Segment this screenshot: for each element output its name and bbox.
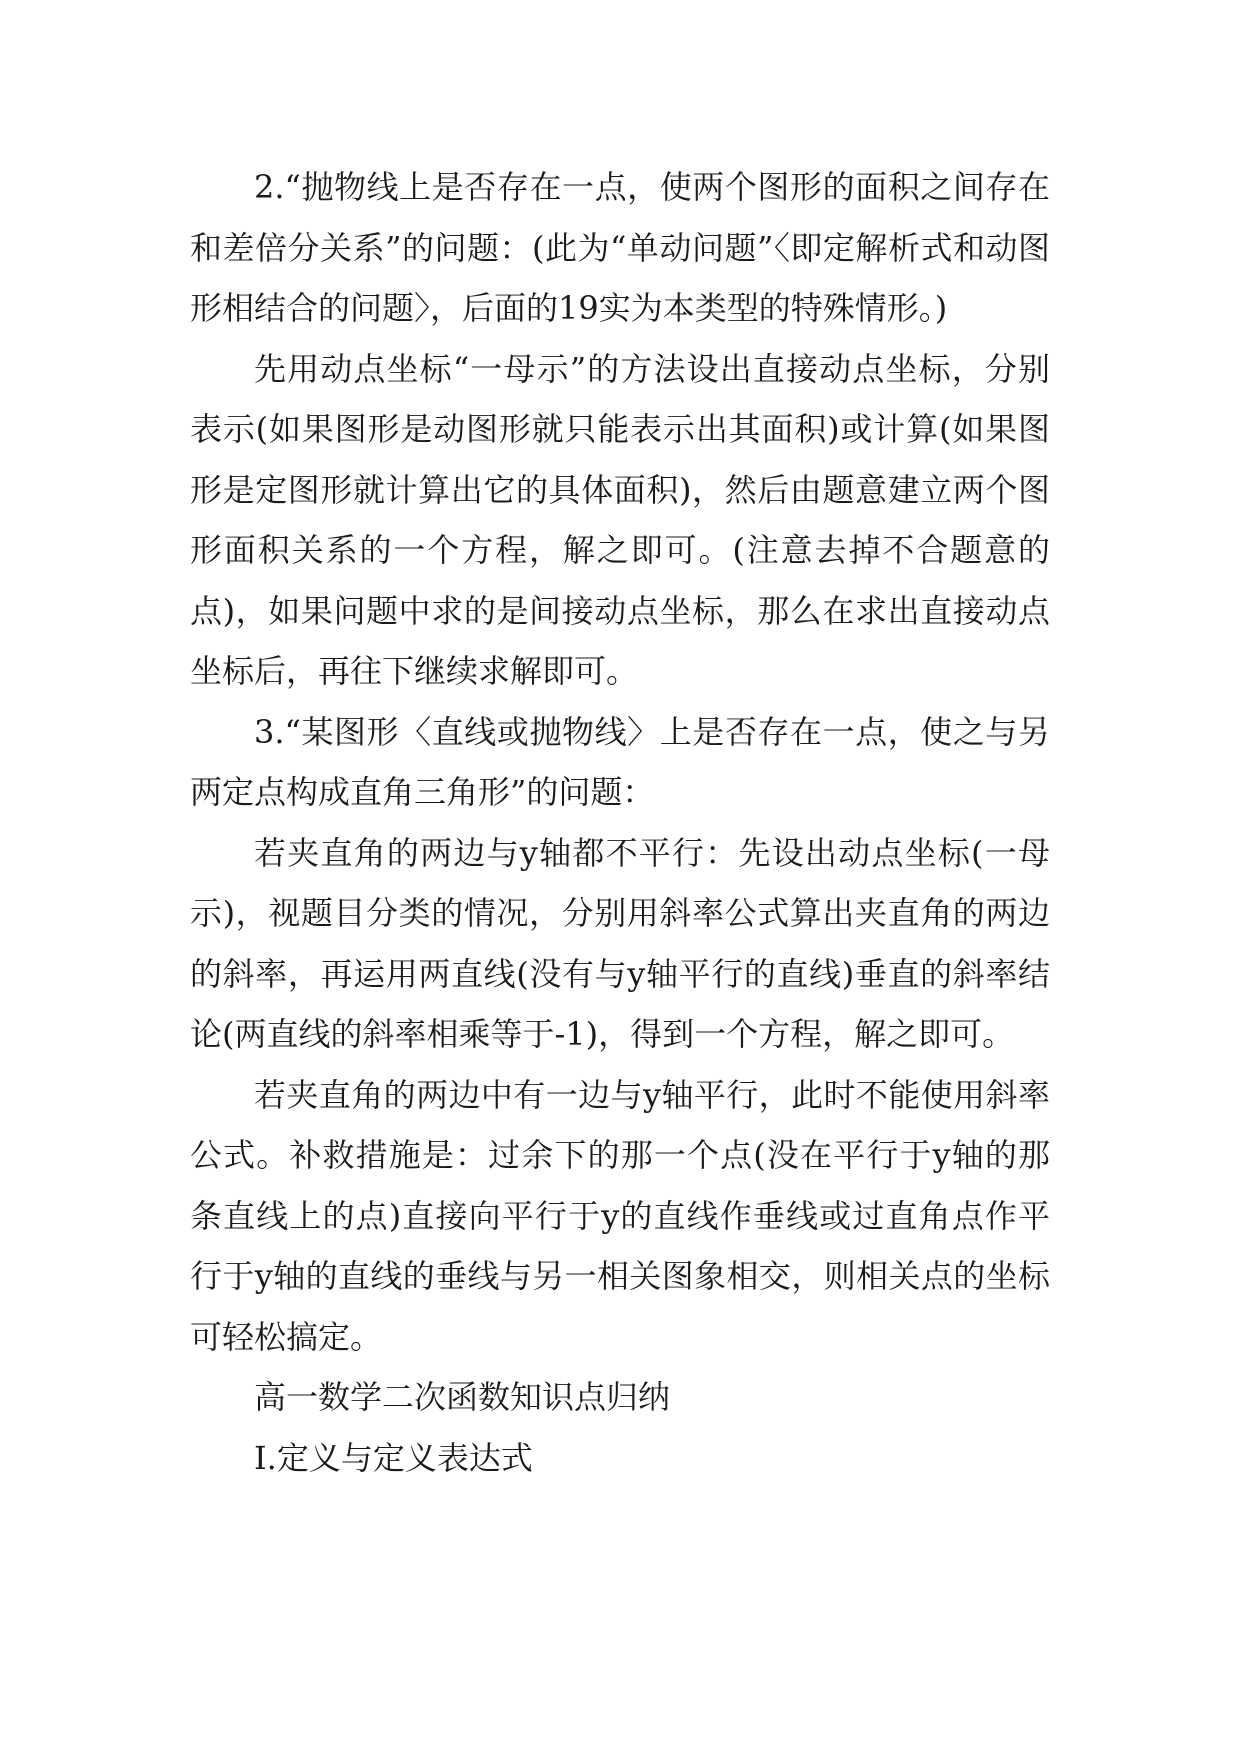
- subsection-heading: I.定义与定义表达式: [254, 1438, 533, 1477]
- paragraph-case-not-parallel: 若夹直角的两边与y轴都不平行：先设出动点坐标(一母示)，视题目分类的情况，分别用斜率公式算出夹直角的两边的斜率，再运用两直线(没有与y轴平行的直线)垂直的斜率结论(两直线的斜率相乘等于-1)，得到一个方程，解之即可。: [190, 833, 1050, 1053]
- document-body: [190, 157, 1050, 1488]
- paragraph-question-3: 3.“某图形〈直线或抛物线〉上是否存在一点，使之与另两定点构成直角三角形”的问题：: [190, 712, 1050, 811]
- paragraph-question-2: 2.“抛物线上是否存在一点，使两个图形的面积之间存在和差倍分关系”的问题：(此为“单动问题”〈即定解析式和动图形相结合的问题〉，后面的19实为本类型的特殊情形。): [190, 168, 1050, 327]
- section-heading: 高一数学二次函数知识点归纳: [254, 1378, 671, 1416]
- paragraph-case-parallel: 若夹直角的两边中有一边与y轴平行，此时不能使用斜率公式。补救措施是：过余下的那一个点(没在平行于y轴的那条直线上的点)直接向平行于y的直线作垂线或过直角点作平行于y轴的直线的垂线与另一相关图象相交，则相关点的坐标可轻松搞定。: [190, 1075, 1050, 1356]
- paragraph-method-area: 先用动点坐标“一母示”的方法设出直接动点坐标，分别表示(如果图形是动图形就只能表示出其面积)或计算(如果图形是定图形就计算出它的具体面积)，然后由题意建立两个图形面积关系的一个方程，解之即可。(注意去掉不合题意的点)，如果问题中求的是间接动点坐标，那么在求出直接动点坐标后，再往下继续求解即可。: [190, 349, 1050, 690]
